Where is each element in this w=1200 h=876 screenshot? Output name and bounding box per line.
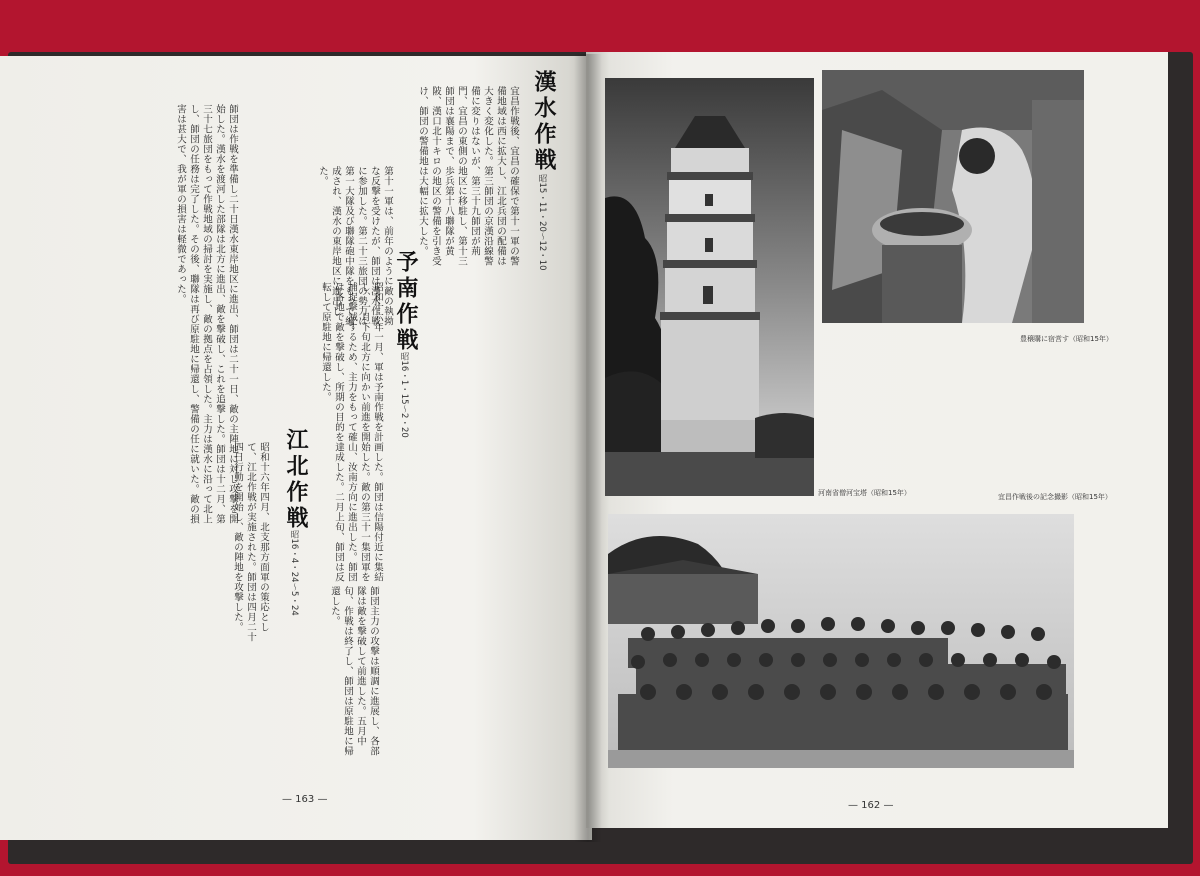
caption-cooking: 豊穣購に宿営す（昭和15年） — [1020, 335, 1113, 343]
text-line: 第十一軍は、前年のように敵の執拗な反撃を受けたが、師団は漢水作戦に参加した。第二十三旅団の勢力は第一大隊及び聯隊砲中隊をもって編成され、漢水の東岸地区に進出した。 — [317, 166, 393, 326]
body-text-1 — [400, 86, 520, 266]
page-number-left: — 163 — — [282, 794, 328, 805]
page-number-right: — 162 — — [848, 800, 894, 811]
section-heading-1: 漢水作戦 — [531, 70, 556, 174]
text-line: 昭和十六年一月、軍は予南作戦を計画した。師団は信陽付近に集結し、一月下旬北方に向かい前進を開始した。敵の第三十一集団軍を捕捉撃滅するため、主力をもって確山、汝南方向に進出した。師団は各地で敵を撃破し、所期の目的を達成した。二月上旬、師団は反転して原駐地に帰還した。 — [320, 282, 383, 582]
body-text-right — [602, 506, 990, 514]
section-heading-2: 予南作戦 — [393, 250, 418, 354]
text-line: 師団主力の攻撃は順調に進展し、各部隊は敵を撃破して前進した。五月中旬、作戦は終了し、師団は原駐地に帰還した。 — [329, 586, 379, 756]
section-period-1: 昭15・11・20〜12・10 — [537, 174, 547, 271]
left-page — [0, 56, 592, 840]
section-period-2: 昭16・1・15〜2・20 — [399, 352, 409, 438]
section-heading-3: 江北作戦 — [283, 428, 308, 532]
spine-shadow — [574, 54, 602, 842]
text-line: 師団は作戦を準備し二十日漢水東岸地区に進出、師団は二十一日、敵の主陣地に対し攻撃を開始した。漢水を渡河した部隊は北方に進出、敵を撃破し、これを追撃した。師団は十二月、第三十七旅団をもって作戦地域の掃討を実施し、敵の拠点を占領した。主力は漢水に沿って北上し、師団の任務は完了した。その後、聯隊は再び原駐地に帰還し、警備の任に就いた。敵の損害は甚大で、我が軍の損害は軽微であった。 — [175, 104, 238, 524]
text-line: 昭和十六年四月、北支那方面軍の策応として、江北作戦が実施された。師団は四月二十四日行動を開始し、敵の陣地を攻撃した。 — [232, 442, 269, 642]
right-page — [586, 52, 1168, 828]
caption-group: 宜昌作戦後の記念撮影（昭和15年） — [998, 493, 1112, 501]
pagoda-photo — [605, 78, 814, 496]
group-photo — [608, 514, 1074, 768]
cooking-photo — [822, 70, 1084, 323]
caption-pagoda: 河南省僧河宝塔（昭和15年） — [818, 489, 911, 497]
body-text-6 — [210, 586, 380, 762]
text-line: 宜昌作戦後、宜昌の確保で第十一軍の警備地域は西に拡大し、江北兵団の配備は大きく変化した。第三師団の京漢沿線警備に変りはないが、第三十九師団が荊門、宜昌の東側の地区に移駐し、第十三師団は襄陽まで、歩兵第十八聯隊が黄陂、漢口北十キロの地区の警備を引き受け、師団の警備地は大幅に拡大した。 — [417, 86, 519, 266]
section-period-3: 昭16・4・24〜5・24 — [289, 530, 299, 616]
